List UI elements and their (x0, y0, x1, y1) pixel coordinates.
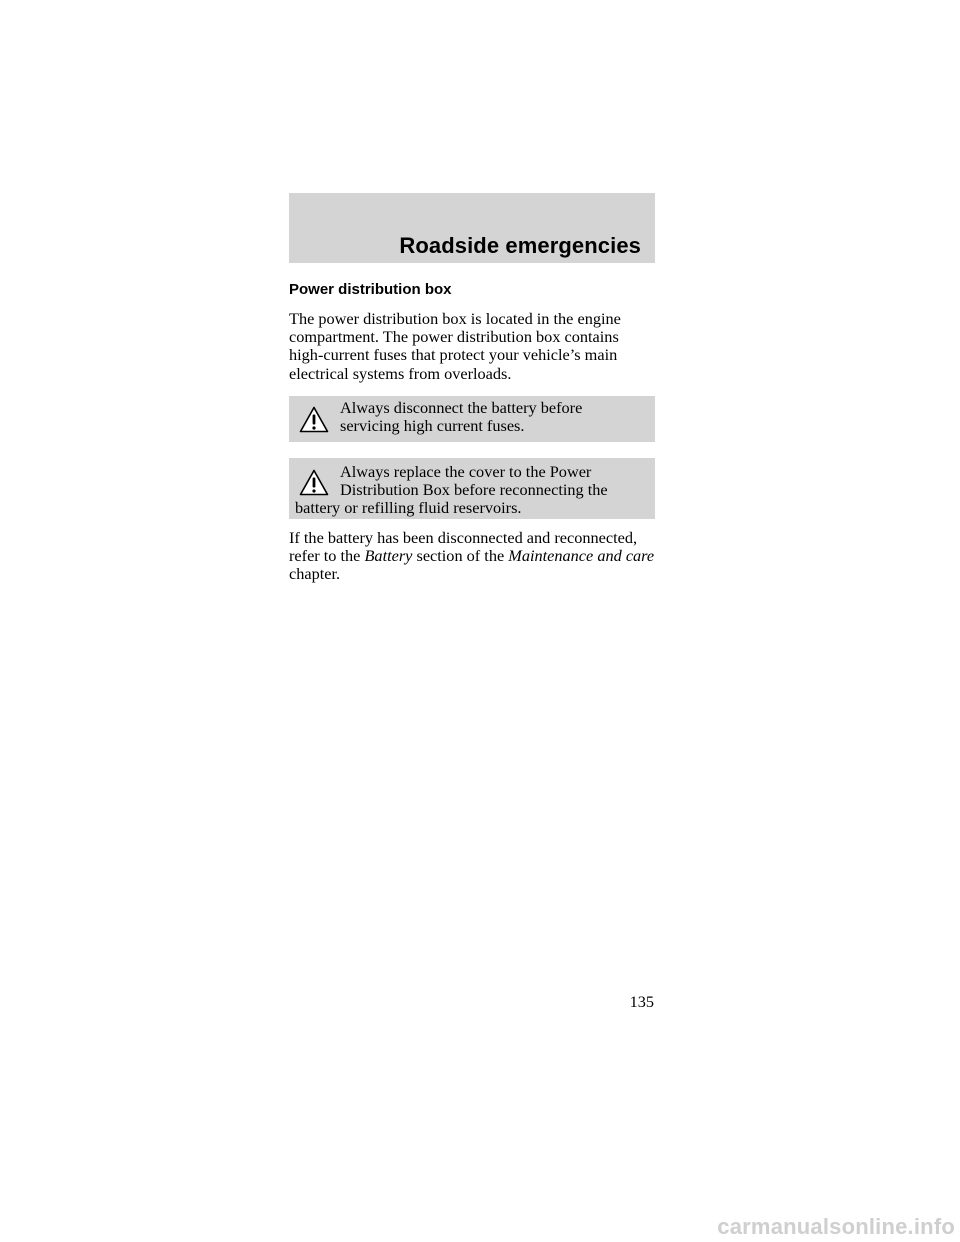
outro-paragraph (289, 529, 655, 584)
warning-triangle-icon (299, 406, 329, 433)
battery-section-reference: Battery (364, 546, 413, 566)
outro-text-2: section of the (412, 546, 509, 566)
warning-triangle-icon (299, 469, 329, 496)
warning-2-line-3: battery or refilling fluid reservoirs. (295, 498, 522, 518)
outro-text-3: chapter. (289, 564, 341, 584)
warning-1-line-2: servicing high current fuses. (340, 416, 525, 436)
chapter-title: Roadside emergencies (399, 233, 641, 258)
intro-paragraph: The power distribution box is located in the engine compartment. The power distribution box contains high-current fuses that protect your vehicle’s main electrical systems from overloads. (289, 309, 621, 383)
warning-2-line-1: Always replace the cover to the Power (340, 461, 592, 481)
maintenance-chapter-reference: Maintenance and care (508, 546, 655, 566)
chapter-header-band (289, 193, 655, 263)
outro-text-1: If the battery has been disconnected and reconnected, refer to the (289, 527, 638, 566)
warning-2-line-2: Distribution Box before reconnecting the (340, 480, 608, 500)
warning-box-replace-cover (289, 458, 655, 519)
warning-box-disconnect-battery (289, 396, 655, 442)
section-heading: Power distribution box (289, 281, 452, 298)
page-number: 135 (629, 992, 654, 1011)
page-content (289, 270, 655, 583)
watermark: carmanualsonline.info (717, 1214, 955, 1239)
warning-1-line-1: Always disconnect the battery before (340, 397, 583, 417)
